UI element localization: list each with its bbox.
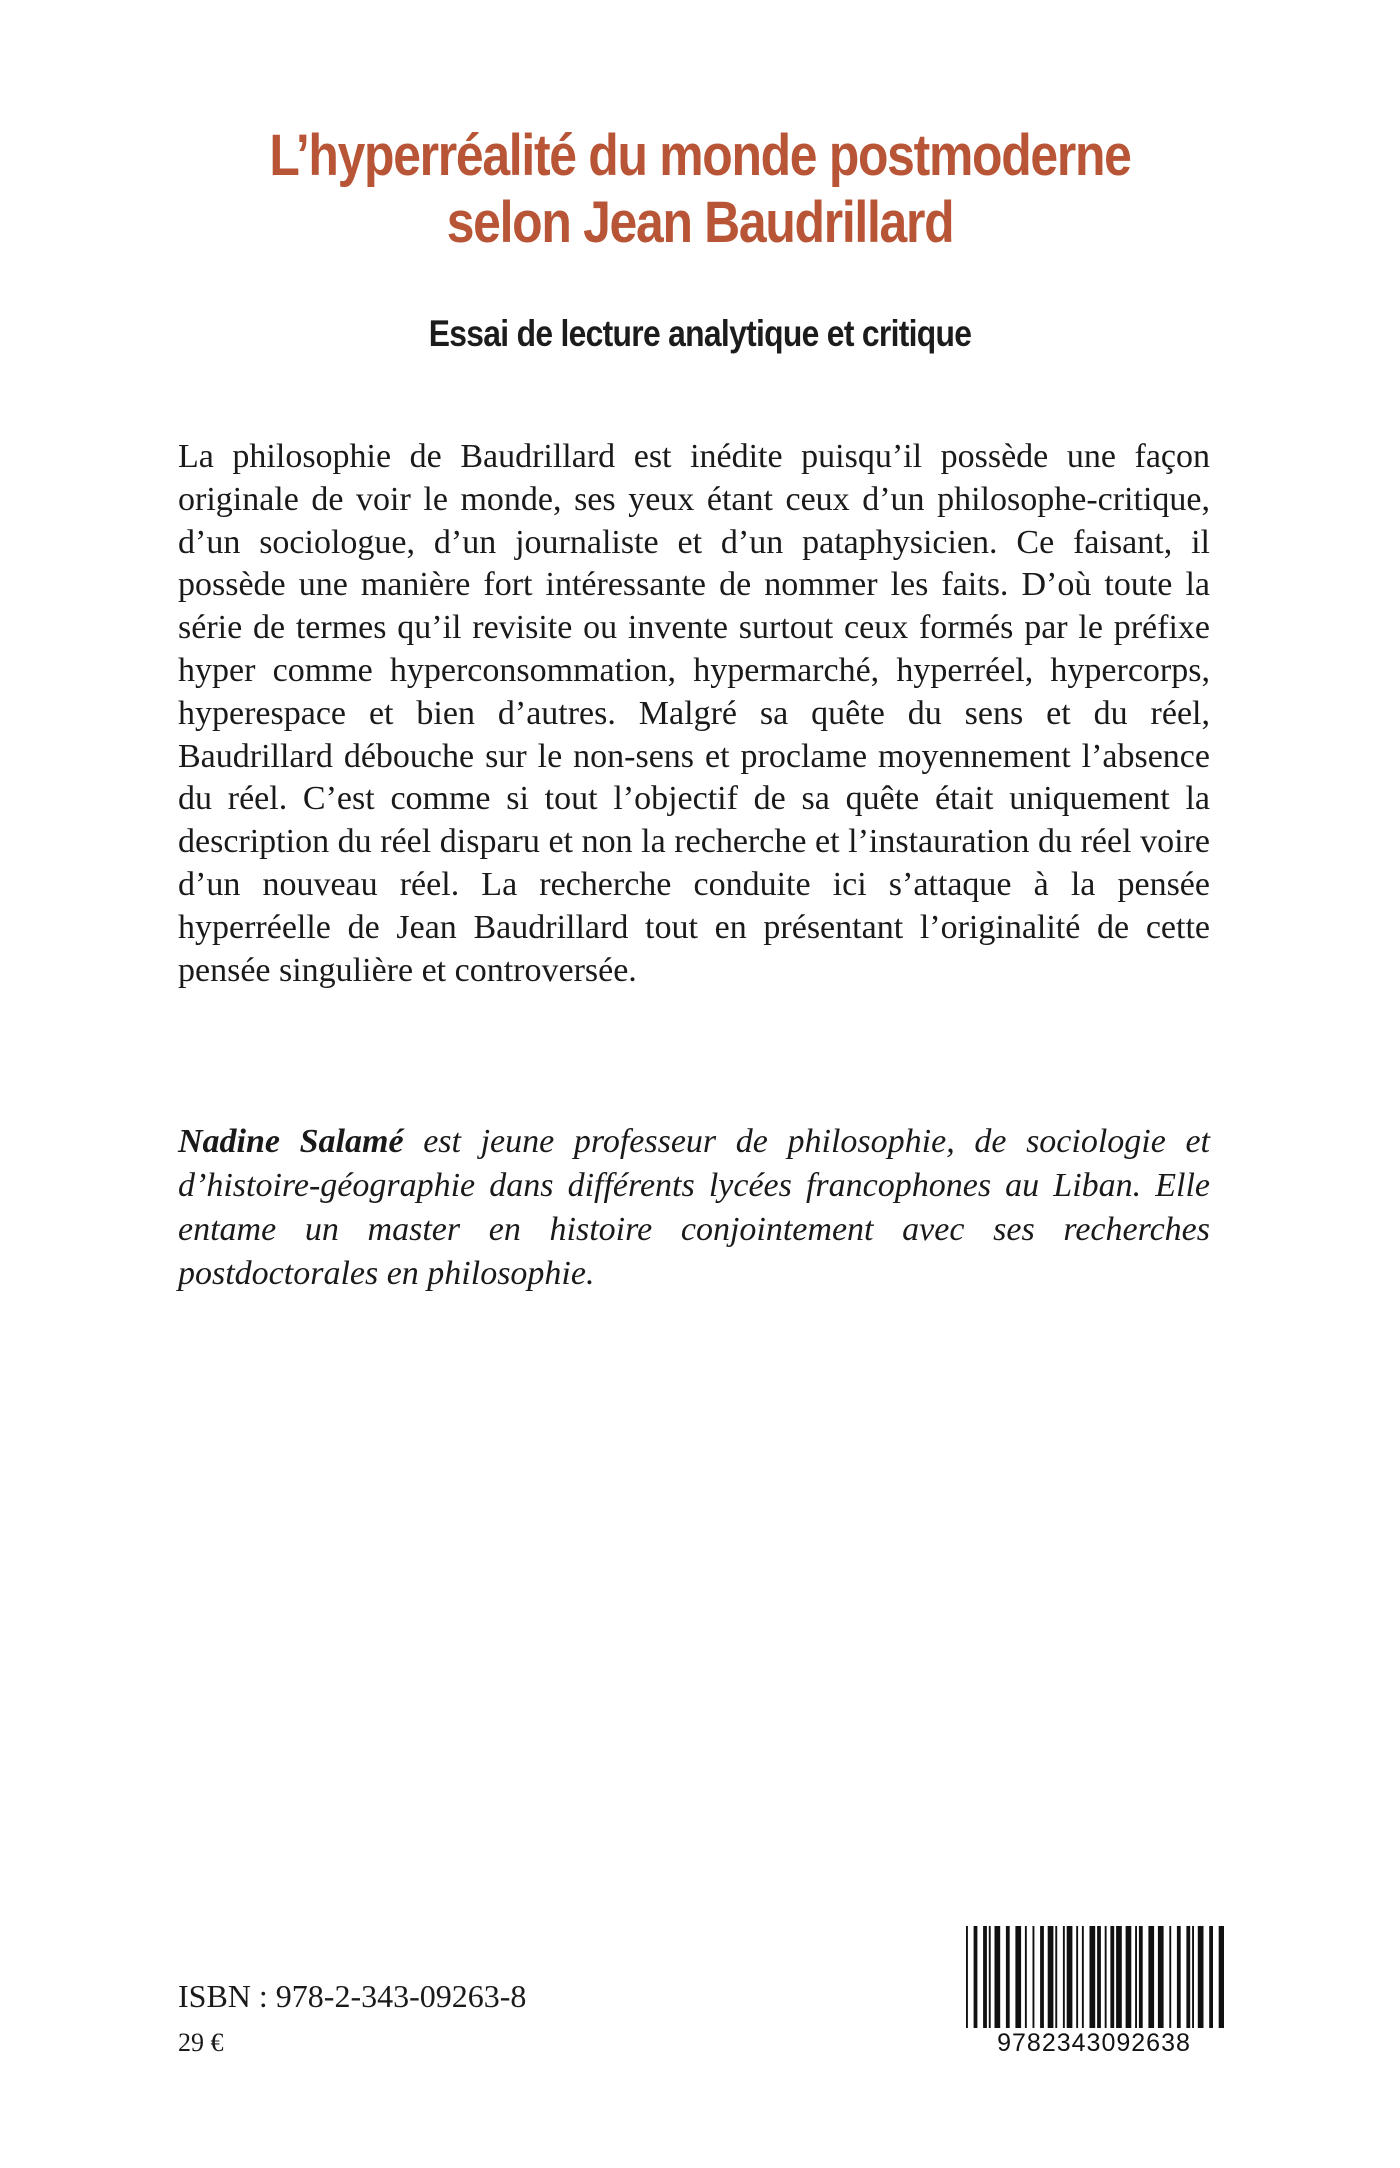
barcode-bar [1116, 1926, 1122, 2038]
barcode-bar [1082, 1926, 1084, 2038]
barcode-bar [1177, 1926, 1181, 2038]
barcode-bars [964, 1926, 1224, 2038]
barcode-bar [1055, 1926, 1057, 2038]
barcode-bar [1067, 1926, 1073, 2038]
barcode-bar [1135, 1926, 1137, 2038]
book-description: La philosophie de Baudrillard est inédite puisqu’il possède une façon originale de voir le monde, ses yeux étant ceux d’un philosophe-critique, d’un sociologue, d’un journaliste et d’un pataphysicien. Ce faisant, il possède une manière fort intéressante de nommer les faits. D’où toute la série de termes qu’il revisite ou invente surtout ceux formés par le préfixe hyper comme hyperconsommation, hypermarché, hyperréel, hypercorps, hyperespace et bien d’autres. Malgré sa quête du sens et du réel, Baudrillard débouche sur le non-sens et proclame moyennement l’absence du réel. C’est comme si tout l’objectif de sa quête était uniquement la description du réel disparu et non la recherche et l’instauration du réel voire d’un nouveau réel. La recherche conduite ici s’attaque à la pensée hyperréelle de Jean Baudrillard tout en présentant l’originalité de cette pensée singulière et controversée. [178, 438, 1210, 989]
barcode-bar [1033, 1926, 1035, 2038]
book-title [184, 122, 1216, 256]
barcode-bar [1158, 1926, 1164, 2038]
barcode-bar [1105, 1926, 1107, 2038]
barcode-bar [1015, 1926, 1021, 2038]
author-bio [178, 1120, 1210, 1296]
isbn: ISBN : 978-2-343-09263-8 [178, 1978, 527, 2014]
barcode-bar [1090, 1926, 1096, 2038]
barcode-bar [1040, 1926, 1044, 2038]
barcode-bar [1076, 1926, 1078, 2038]
barcode-bar [1006, 1926, 1010, 2038]
price: 29 € [178, 2028, 224, 2057]
barcode [964, 1926, 1224, 2066]
author-name: Nadine Salamé [178, 1123, 404, 1160]
barcode-bar [1198, 1926, 1204, 2038]
barcode-bar [995, 1926, 1001, 2038]
barcode-bar [1025, 1926, 1027, 2038]
barcode-bar [1110, 1926, 1114, 2038]
barcode-bar [1186, 1926, 1190, 2038]
barcode-bar [1192, 1926, 1194, 2038]
barcode-bar [1126, 1926, 1132, 2038]
title-line-2: selon Jean Baudrillard [446, 190, 954, 255]
barcode-bar [1169, 1926, 1171, 2038]
barcode-bar [1048, 1926, 1054, 2038]
barcode-bar [983, 1926, 987, 2038]
book-subtitle: Essai de lecture analytique et critique [428, 313, 972, 354]
barcode-bar [1209, 1926, 1213, 2038]
title-line-1: L’hyperréalité du monde postmoderne [269, 123, 1131, 188]
author-bio-text: est jeune professeur de philosophie, de sociologie et d’histoire-géographie dans différents lycées francophones au Liban. Elle entame un master en histoire conjointement avec ses recherches postdoctorales en philosophie. [178, 1123, 1210, 1292]
barcode-bar [1148, 1926, 1154, 2038]
barcode-bar [1139, 1926, 1143, 2038]
barcode-bar [974, 1926, 978, 2038]
barcode-digits: 9782343092638 [964, 2028, 1224, 2058]
barcode-bar [1097, 1926, 1101, 2038]
barcode-bar [966, 1926, 968, 2038]
barcode-bar [989, 1926, 991, 2038]
barcode-bar [1219, 1926, 1224, 2038]
barcode-bar [1063, 1926, 1065, 2038]
